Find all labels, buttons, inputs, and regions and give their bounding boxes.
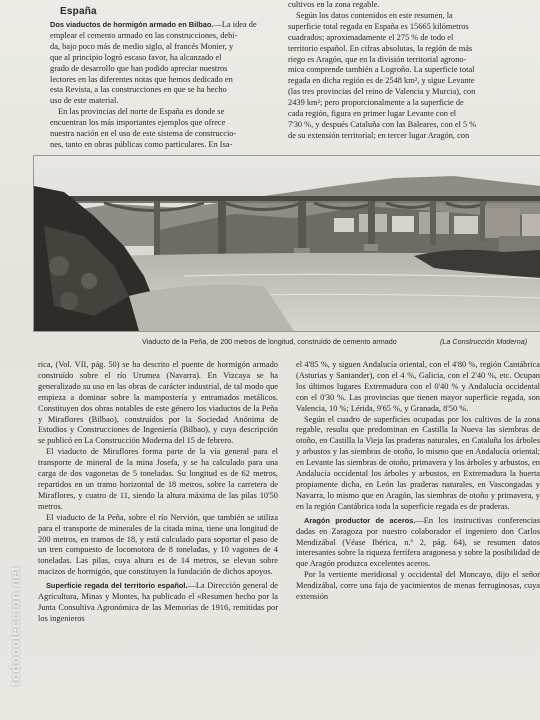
text-line: 2439 km²; pero proporcionalmente a la superficie de (288, 98, 464, 108)
text-line: esta Revista, a las construcciones en que se ha hecho (50, 85, 227, 95)
viaduct-photo-illustration (34, 156, 540, 331)
text-line: encuentran los más importantes ejemplos que ofrece (50, 118, 226, 128)
paragraph-text: —En los instructivas conferencias dadas en Zaragoza por nuestro colaborador el ingeniero don Carlos Mendizábal (Véase Ibérica, n.º 2, pág. 64), se resumen datos interesantes sobre la riqueza ferrífera aragonesa y sobre la posibilidad de que Aragón produzca excelentes aceros. (296, 515, 540, 569)
text-line: lectores en las diferentes notas que hemos dedicado en (50, 74, 233, 84)
text-line: riego es Aragón, que en la división territorial agrono- (288, 54, 467, 64)
paragraph: el 4'85 %, y siguen Andalucía oriental, con el 4'80 %, región Cantábrica (Asturias y Santander), con el 4 %, Galicia, con el 2'40 %, etc. Ocupan los últimos lugares Extremadura con el 0'40 % y Andalucía occidental con el 0'30 %. Las provincias que tienen mayor superficie regada, son Valencia, 10 %; Lérida, 9'65 %, y Granada, 8'50 %. (296, 360, 540, 413)
section-title: España (60, 6, 97, 17)
figure-credit: (La Construcción Moderna) (440, 337, 528, 346)
watermark (4, 538, 26, 713)
top-left-column (50, 20, 282, 151)
figure-caption: Viaducto de la Peña, de 200 metros de longitud, construído de cemento armado (142, 337, 397, 346)
text-line: que al principio logró escaso favor, ha alcanzado el (50, 52, 222, 62)
text-line: mica comprende también a Logroño. La superficie total (288, 65, 475, 75)
text-line: nuestra nación en el uso de este sistema de construccio- (50, 129, 237, 139)
paragraph: El viaducto de la Peña, sobre el río Nervión, que también se utiliza para el transporte de minerales de la citada mina, tiene una longitud de 200 metros, en tramos de 18, y está calculado para soportar el paso de un tren compuesto de locomotora de 8 toneladas, y 10 vagones de 4 toneladas. Las pilas, cuya altura es de 14 metros, se elevan sobre macizos de hormigón, que constituyen la fundación de dichos apoyos. (38, 512, 278, 577)
text-line: nes, tanto en obras públicas como particulares. En Isa- (50, 139, 233, 149)
text-line: de su extensión territorial; en tercer lugar Aragón, con (288, 130, 470, 140)
text-line: uso de este material. (50, 96, 119, 106)
viaduct-photograph (33, 155, 540, 332)
bottom-left-column (38, 360, 278, 625)
text-line: superficie total regada en España es 15665 kilómetros (288, 21, 469, 31)
paragraph-with-heading (296, 516, 540, 571)
watermark-text: todocoleccion.net (7, 565, 23, 686)
text-line: da, bajo poco más de medio siglo, al francés Monier, y (50, 41, 234, 51)
top-right-column (288, 0, 530, 142)
bottom-right-column (296, 360, 540, 603)
text-line: cada región, figura en primer lugar Levante con el (288, 109, 457, 119)
article-heading-viaducts: Dos viaductos de hormigón armado en Bilbao. (50, 20, 214, 29)
text-line: cuadrados; aproximadamente el 275 % de todo el (288, 32, 454, 42)
text-line: grado de desarrollo que han podido apreciar nuestros (50, 63, 228, 73)
text-line: En las provincias del norte de España es donde se (58, 107, 225, 117)
text-line: emplear el cemento armado en las construcciones, debi- (50, 30, 238, 40)
text-line: regada en dicha región es de 2548 km², y sigue Levante (288, 76, 475, 86)
paragraph-with-heading (38, 581, 278, 625)
paragraph: El viaducto de Miraflores forma parte de la vía general para el transporte de mineral de la mina Josefa, y se ha calculado para una carga de dos vagonetas de 5 toneladas. Su longitud es de 62 metros, repartidos en un tramo horizontal de 18 metros, sobre la carretera de Miraflores, y cuatro de 11, siendo la altura máxima de las pilas 10'50 metros. (38, 447, 278, 511)
paragraph-text: —La Dirección general de Agricultura, Minas y Montes, ha publicado el «Resumen hecho por la Junta Consultiva Agronómica de las Memorias de 1916, remitidas por los ingenieros (38, 581, 278, 623)
text-line: Según los datos contenidos en este resumen, la (296, 10, 453, 20)
paragraph: rica, (Vol. VII, pág. 50) se ha descrito el puente de hormigón armado construído sobre el río Urumea (Navarra). En Vizcaya se ha generalizado su uso en las obras de carácter industrial, de tal modo que empieza a dominar sobre la mampostería y entramados metálicos. Constituyen dos obras notables de este género los viaductos de la Peña y Miraflores (Bilbao), construídos por la Sociedad Anónima de Estudios y Construcciones de Ingeniería (Bilbao), y cuya descripción se publicó en La Construcción Moderna del 15 de febrero. (38, 360, 278, 446)
text-line: (las tres provincias del reino de Valencia y Murcia), con (288, 87, 476, 97)
text-line: territorio español. En cifras absolutas, la región de más (288, 43, 473, 53)
text-line: —La idea de (213, 20, 257, 29)
text-line: 7'30 %, y después Cataluña con las Baleares, con el 5 % (288, 119, 477, 129)
paragraph: Por la vertiente meridional y occidental del Moncayo, dijo el señor Mendizábal, corre una faja de yacimientos de menas ferruginosas, cuya extensión (296, 570, 540, 602)
top-left-first-line (50, 20, 282, 31)
text-line: cultivos en la zona regable. (288, 0, 380, 9)
article-heading-aragon-steel: Aragón productor de aceros. (304, 515, 416, 525)
paragraph: Según el cuadro de superficies ocupadas por los cultivos de la zona regable, resulta que predominan en Castilla la Nueva las siembras de otoño, en Castilla la Vieja las praderas naturales, en Cataluña los árboles y arbustos y las siembras de otoño, lo mismo que en Andalucía oriental; en Levante las siembras de otoño, primavera y los árboles y arbustos, en Andalucía occidental los árboles y arbustos, en Extremadura la huerta propiamente dicha, en León las praderas naturales, en Vascongadas y Navarra, lo mismo que en Aragón, las siembras de otoño y primavera, y en la región Cantábrica toda la superficie regada es de praderas. (296, 414, 540, 511)
article-heading-irrigated-area: Superficie regada del territorio español. (46, 581, 188, 591)
